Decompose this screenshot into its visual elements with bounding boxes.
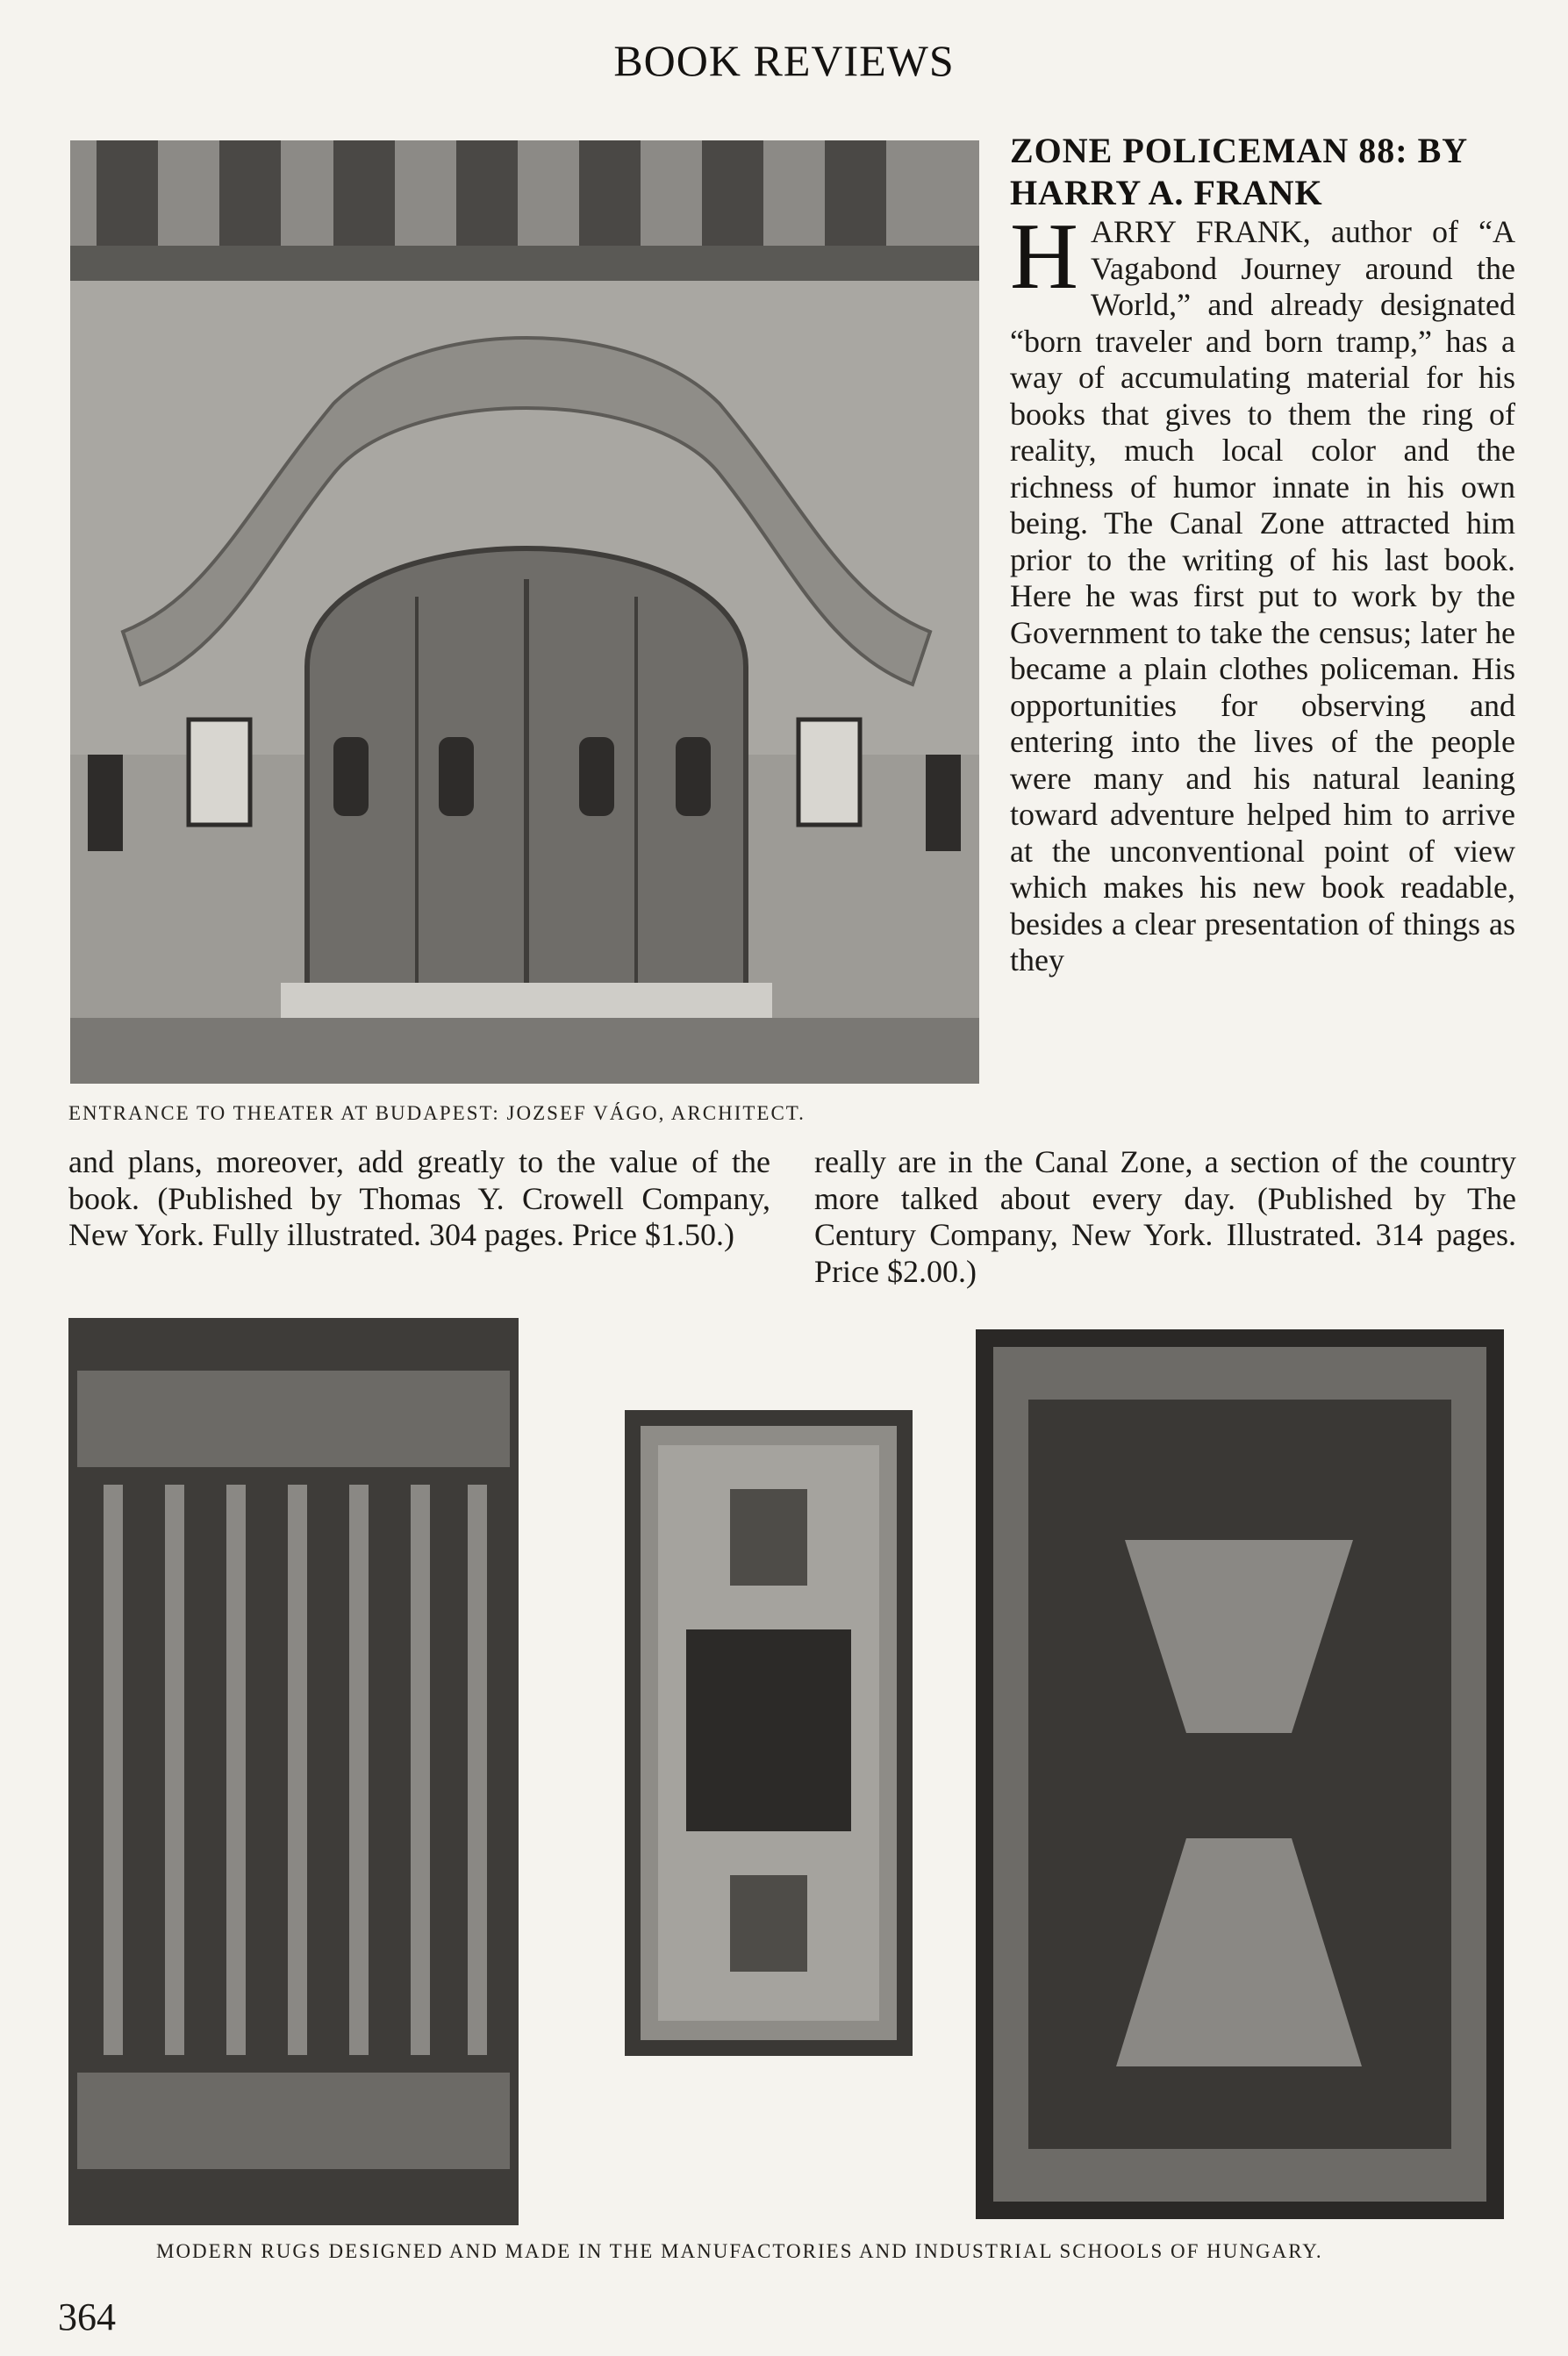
theater-photo-caption: ENTRANCE TO THEATER AT BUDAPEST: JOZSEF VÁGO, ARCHITECT.: [68, 1102, 805, 1124]
review-body: [1010, 204, 1515, 979]
running-head: BOOK REVIEWS: [613, 36, 955, 85]
drop-cap: H: [1010, 204, 1078, 309]
rug-photo-striped: [68, 1318, 519, 2225]
review-body-text: ARRY FRANK, author of “A Vagabond Journey around the World,” and already designated “born traveler and born tramp,” has a way of accumulating material for his books that gives to them the ring of reality, much local color and the richness of humor innate in his own being. The Canal Zone attracted him prior to the writing of his last book. Here he was first put to work by the Government to take the census; later he became a plain clothes policeman. His opportunities for observing and entering into the lives of the people were many and his natural leaning toward adventure helped him to arrive at the unconventional point of view which makes his new book readable, besides a clear presentation of things as they: [1010, 214, 1515, 977]
previous-review-text: and plans, moreover, add greatly to the value of the book. (Published by Thomas Y. Crowell Company, New York. Fully illustrated. 304 pages. Price $1.50.): [68, 1144, 770, 1252]
theater-entrance-photo: [70, 140, 979, 1084]
review-title: ZONE POLICEMAN 88: BY HARRY A. FRANK: [1010, 131, 1467, 212]
rug-photo-medallion: [625, 1410, 913, 2056]
review-continuation-text: really are in the Canal Zone, a section of the country more talked about every day. (Published by The Century Company, New York. Illustrated. 314 pages. Price $2.00.): [814, 1144, 1516, 1289]
review-continuation: [814, 1144, 1516, 1290]
previous-review-ending: [68, 1144, 770, 1254]
page-number: 364: [58, 2295, 116, 2338]
rug-photo-pagoda: [976, 1329, 1504, 2219]
rugs-caption: MODERN RUGS DESIGNED AND MADE IN THE MANUFACTORIES AND INDUSTRIAL SCHOOLS OF HUNGARY.: [156, 2240, 1323, 2262]
review-zone-policeman: [1010, 130, 1515, 979]
